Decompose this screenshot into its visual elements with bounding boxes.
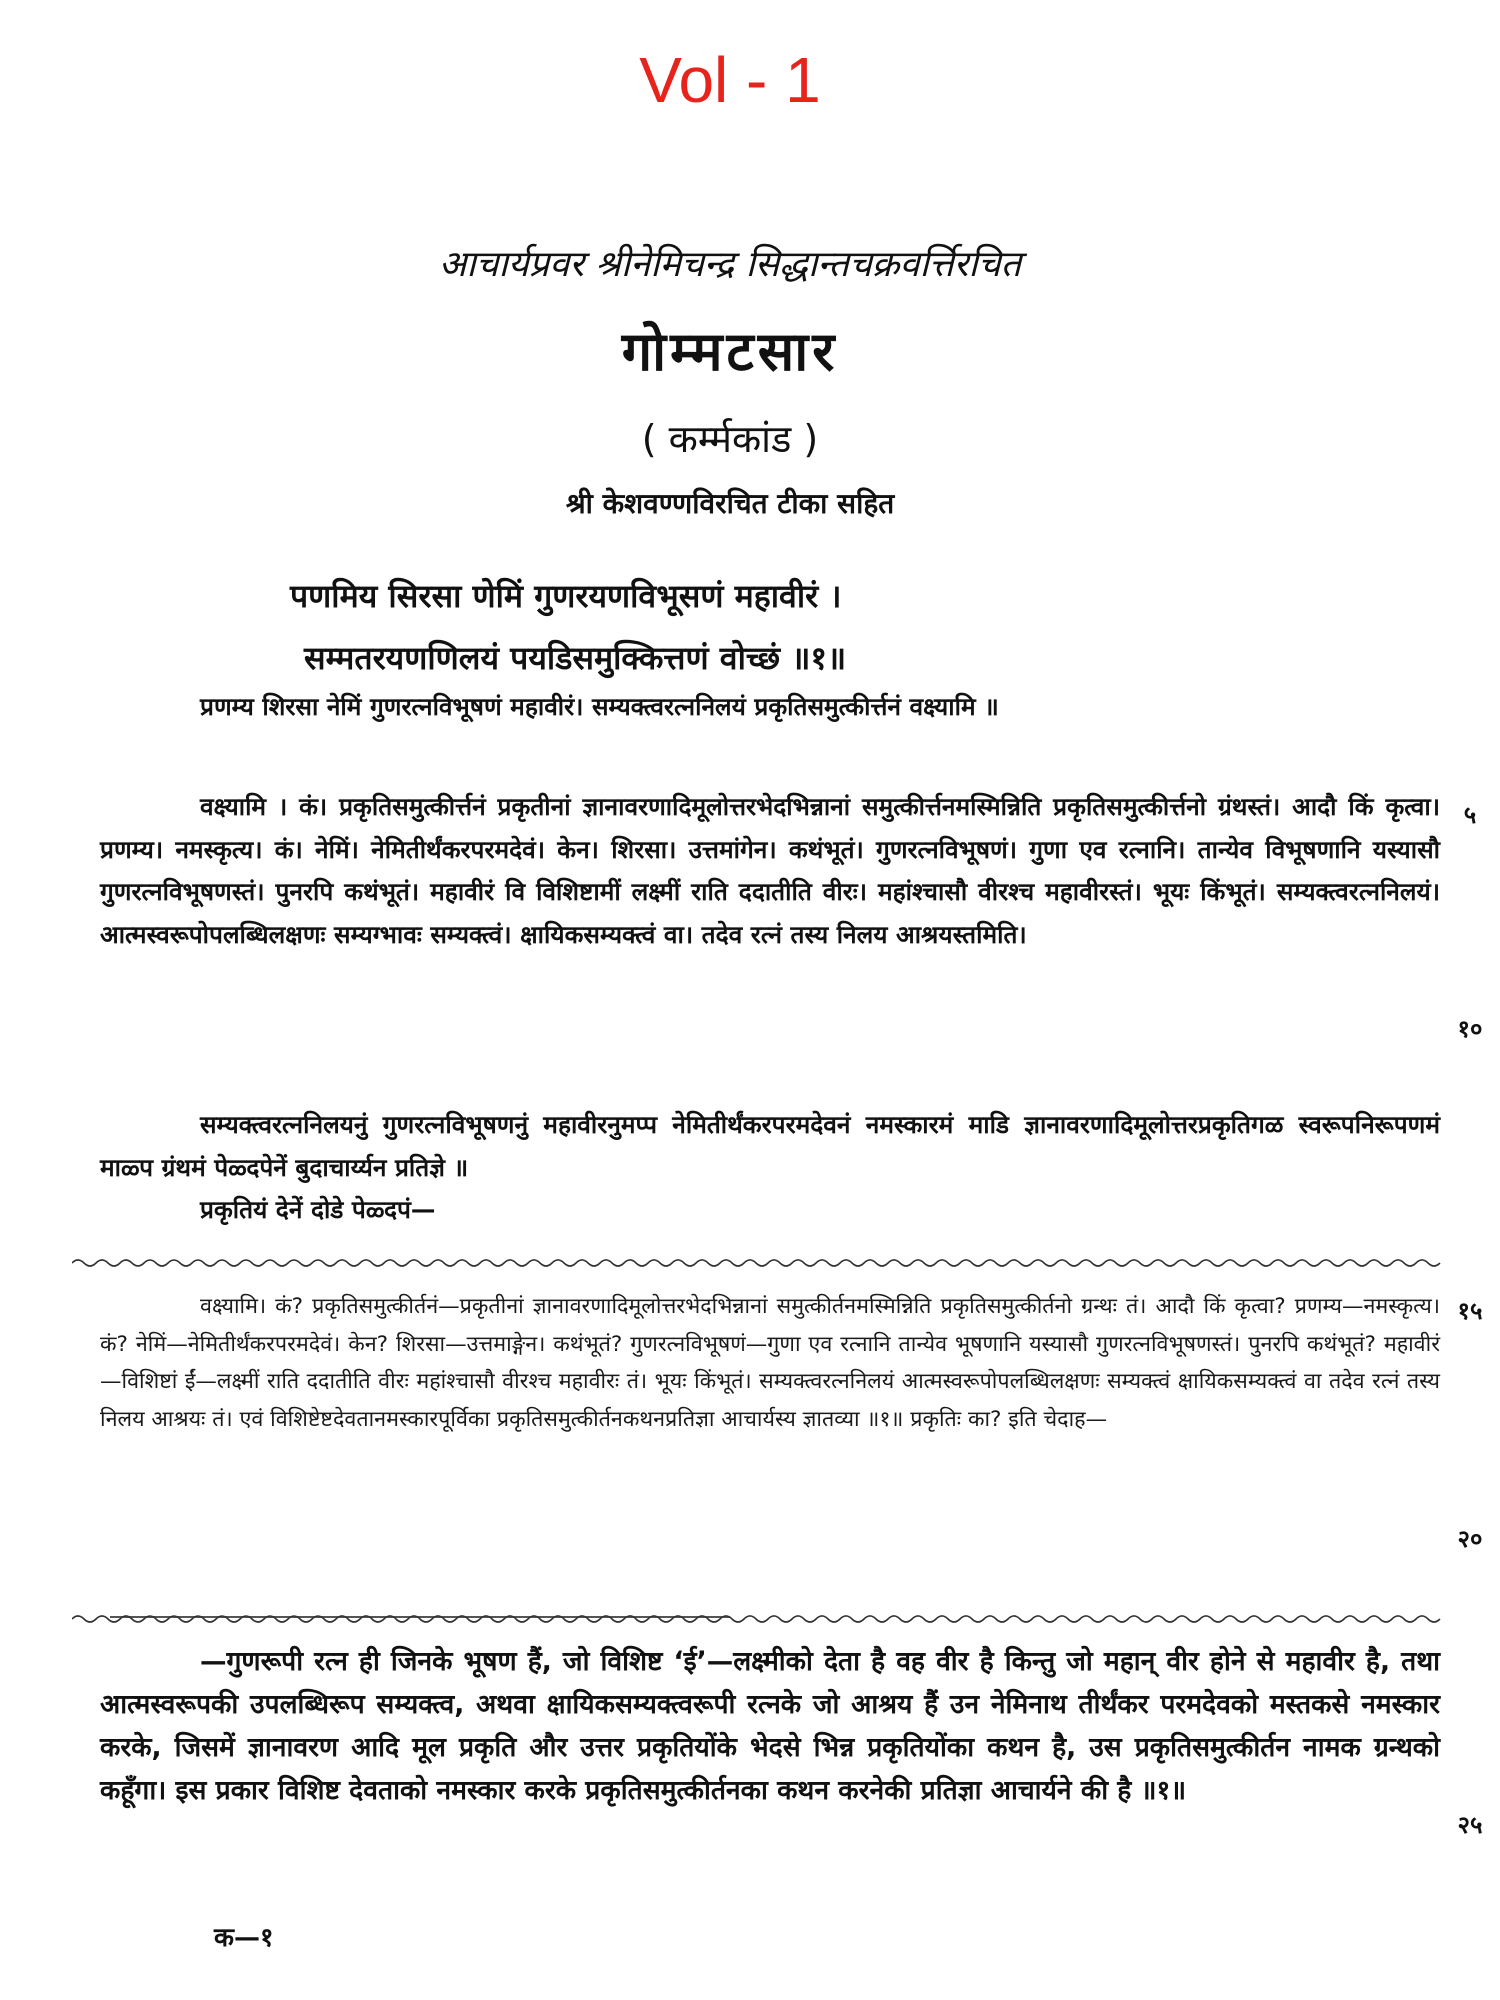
book-title: गोम्मटसार bbox=[621, 320, 839, 383]
hindi-translation: —गुणरूपी रत्न ही जिनके भूषण हैं, जो विशिष्ट ‘ई’—लक्ष्मीको देता है वह वीर है किन्तु जो महान् वीर होने से महावीर है, तथा आत्मस्वरूपकी उपलब्धिरूप सम्यक्त्व, अथवा क्षायिकसम्यक्त्वरूपी रत्नके जो आश्रय हैं उन नेमिनाथ तीर्थंकर परमदेवको मस्तकसे नमस्कार करके, जिसमें ज्ञानावरण आदि मूल प्रकृति और उत्तर प्रकृतियोंके भेदसे भिन्न प्रकृतियोंका कथन है, उस प्रकृतिसमुत्कीर्तन नामक ग्रन्थको कहूँगा। इस प्रकार विशिष्ट देवताको नमस्कार करके प्रकृतिसमुत्कीर्तनका कथन करनेकी प्रतिज्ञा आचार्यने की है ॥१॥ bbox=[100, 1646, 1440, 1806]
volume-label: Vol - 1 bbox=[639, 44, 821, 116]
signature-mark: क—१ bbox=[214, 1923, 274, 1953]
kannada-commentary: वक्ष्यामि । कं। प्रकृतिसमुत्कीर्त्तनं प्रकृतीनां ज्ञानावरणादिमूलोत्तरभेदभिन्नानां समुत्कीर्त्तनमस्मिन्निति प्रकृतिसमुत्कीर्त्तनो ग्रंथस्तं। आदौ किं कृत्वा। प्रणम्य। नमस्कृत्य। कं। नेमिं। नेमितीर्थंकरपरमदेवं। केन। शिरसा। उत्तमांगेन। कथंभूतं। गुणरत्नविभूषणं। गुणा एव रत्नानि। तान्येव विभूषणानि यस्यासौ गुणरत्नविभूषणस्तं। पुनरपि कथंभूतं। महावीरं वि विशिष्टामीं लक्ष्मीं राति ददातीति वीरः। महांश्चासौ वीरश्च महावीरस्तं। भूयः किंभूतं। सम्यक्त्वरत्ननिलयं। आत्मस्वरूपोपलब्धिलक्षणः सम्यग्भावः सम्यक्त्वं। क्षायिकसम्यक्त्वं वा। तदेव रत्नं तस्य निलय आश्रयस्तमिति। bbox=[100, 792, 1440, 949]
sanskrit-chaya: प्रणम्य शिरसा नेमिं गुणरत्नविभूषणं महावीरं। सम्यक्त्वरत्ननिलयं प्रकृतिसमुत्कीर्त्तनं वक्ष्यामि ॥ bbox=[200, 692, 999, 721]
verse-line-1: पणमिय सिरसा णेमिं गुणरयणविभूसणं महावीरं । bbox=[290, 577, 842, 615]
commentary-credit: श्री केशवण्णविरचित टीका सहित bbox=[565, 487, 895, 520]
author-attribution: आचार्यप्रवर श्रीनेमिचन्द्र सिद्धान्तचक्रवर्त्तिरचित bbox=[438, 244, 1022, 285]
book-subtitle: ( कर्म्मकांड ) bbox=[641, 417, 819, 461]
kannada-commentary-summary bbox=[100, 1104, 1440, 1232]
kannada-paragraph-3: प्रकृतियं देनें दोडे पेळ्दपं— bbox=[200, 1195, 436, 1224]
hindi-translation-block bbox=[100, 1640, 1440, 1812]
kannada-commentary-block bbox=[100, 786, 1440, 956]
line-number: १० bbox=[1457, 1015, 1483, 1043]
wavy-divider bbox=[72, 1256, 1442, 1270]
sanskrit-chaya-block bbox=[100, 686, 1440, 729]
line-number: २५ bbox=[1457, 1811, 1483, 1839]
line-number: १५ bbox=[1457, 1297, 1483, 1325]
verse-line-2: सम्मतरयणणिलयं पयडिसमुक्कित्तणं वोच्छं ॥१॥ bbox=[304, 639, 847, 677]
sanskrit-note-block bbox=[100, 1288, 1440, 1439]
kannada-paragraph-2: सम्यक्त्वरत्ननिलयनुं गुणरत्नविभूषणनुं महावीरनुमप्प नेमितीर्थंकरपरमदेवनं नमस्कारमं माडि ज्ञानावरणादिमूलोत्तरप्रकृतिगळ स्वरूपनिरूपणमं माळ्प ग्रंथमं पेळ्दपेनें बुदाचार्य्यन प्रतिज्ञे ॥ bbox=[100, 1110, 1440, 1182]
sanskrit-note: वक्ष्यामि। कं? प्रकृतिसमुत्कीर्तनं—प्रकृतीनां ज्ञानावरणादिमूलोत्तरभेदभिन्नानां समुत्कीर्तनमस्मिन्निति प्रकृतिसमुत्कीर्तनो ग्रन्थः तं। आदौ किं कृत्वा? प्रणम्य—नमस्कृत्य। कं? नेमिं—नेमितीर्थंकरपरमदेवं। केन? शिरसा—उत्तमाङ्गेन। कथंभूतं? गुणरत्नविभूषणं—गुणा एव रत्नानि तान्येव भूषणानि यस्यासौ गुणरत्नविभूषणस्तं। पुनरपि कथंभूतं? महावीरं—विशिष्टां ईं—लक्ष्मीं राति ददातीति वीरः महांश्चासौ वीरश्च महावीरः तं। भूयः किंभूतं। सम्यक्त्वरत्ननिलयं आत्मस्वरूपोपलब्धिलक्षणः सम्यक्त्वं क्षायिकसम्यक्त्वं वा तदेव रत्नं तस्य निलय आश्रयः तं। एवं विशिष्टेष्टदेवतानमस्कारपूर्विका प्रकृतिसमुत्कीर्तनकथनप्रतिज्ञा आचार्यस्य ज्ञातव्या ॥१॥ प्रकृतिः का? इति चेदाह— bbox=[100, 1294, 1440, 1433]
line-number: ५ bbox=[1463, 801, 1477, 829]
line-number: २० bbox=[1457, 1525, 1483, 1553]
wavy-divider-2 bbox=[72, 1612, 1442, 1626]
